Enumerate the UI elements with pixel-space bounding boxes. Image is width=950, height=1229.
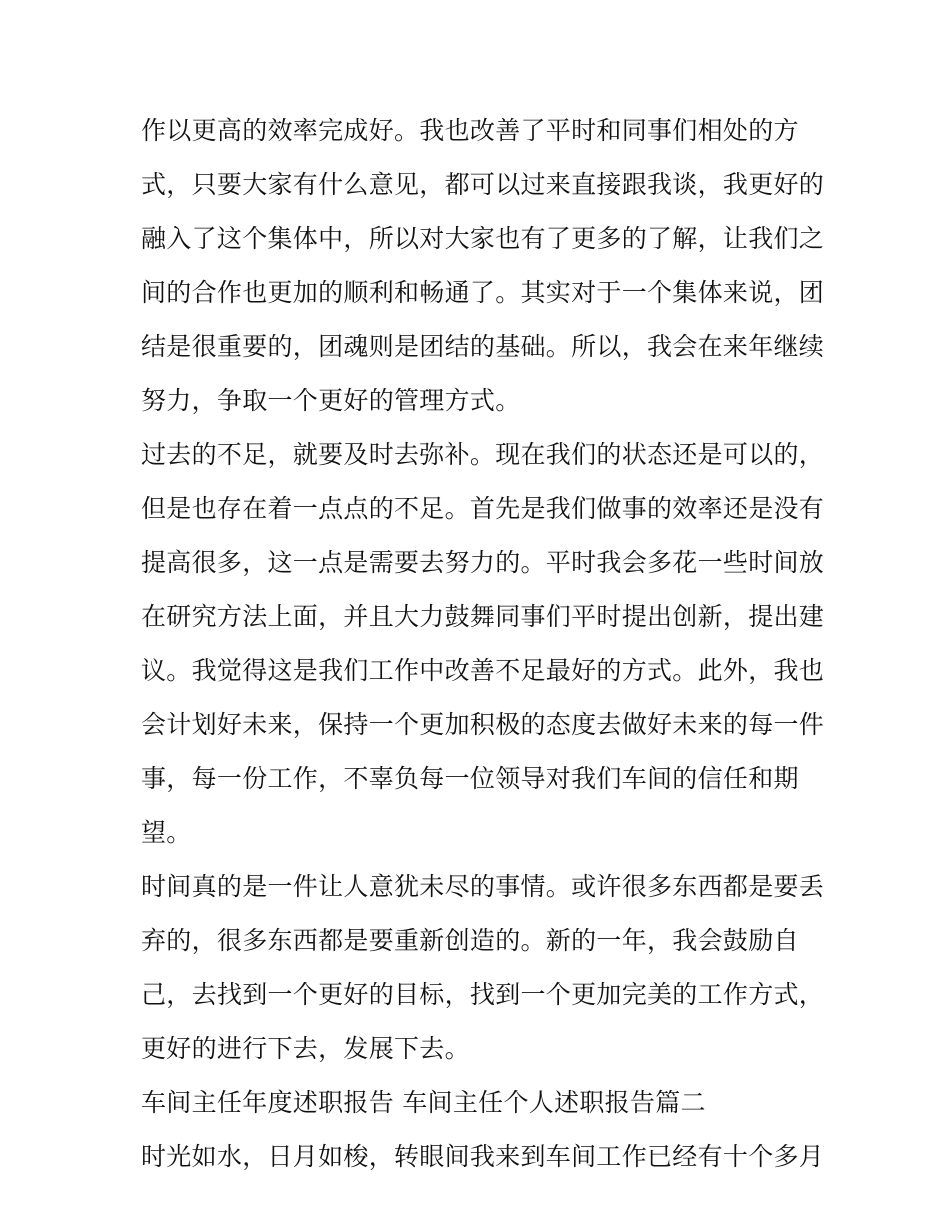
- text-line: 己，去找到一个更好的目标，找到一个更加完美的工作方式，: [141, 980, 825, 1009]
- text-line: 融入了这个集体中，所以对大家也有了更多的了解，让我们之: [141, 224, 825, 253]
- document-body: [141, 104, 825, 1184]
- text-line: 过去的不足，就要及时去弥补。现在我们的状态还是可以的，: [141, 440, 825, 469]
- text-line: 作以更高的效率完成好。我也改善了平时和同事们相处的方: [141, 116, 799, 145]
- text-line: 时光如水，日月如梭，转眼间我来到车间工作已经有十个多月: [141, 1142, 825, 1171]
- text-line: 会计划好未来，保持一个更加积极的态度去做好未来的每一件: [141, 710, 825, 739]
- section-heading: 车间主任年度述职报告 车间主任个人述职报告篇二: [141, 1088, 706, 1117]
- text-line: 事，每一份工作，不辜负每一位领导对我们车间的信任和期: [141, 764, 799, 793]
- text-line: 努力，争取一个更好的管理方式。: [141, 386, 521, 415]
- text-line: 但是也存在着一点点的不足。首先是我们做事的效率还是没有: [141, 494, 825, 523]
- text-line: 时间真的是一件让人意犹未尽的事情。或许很多东西都是要丢: [141, 872, 825, 901]
- text-line: 式，只要大家有什么意见，都可以过来直接跟我谈，我更好的: [141, 170, 825, 199]
- text-line: 弃的，很多东西都是要重新创造的。新的一年，我会鼓励自: [141, 926, 799, 955]
- text-line: 议。我觉得这是我们工作中改善不足最好的方式。此外，我也: [141, 656, 825, 685]
- text-line: 结是很重要的，团魂则是团结的基础。所以，我会在来年继续: [141, 332, 825, 361]
- text-line: 望。: [141, 818, 192, 847]
- text-line: 间的合作也更加的顺利和畅通了。其实对于一个集体来说，团: [141, 278, 825, 307]
- text-line: 更好的进行下去，发展下去。: [141, 1034, 470, 1063]
- text-line: 提高很多，这一点是需要去努力的。平时我会多花一些时间放: [141, 548, 825, 577]
- text-line: 在研究方法上面，并且大力鼓舞同事们平时提出创新，提出建: [141, 602, 825, 631]
